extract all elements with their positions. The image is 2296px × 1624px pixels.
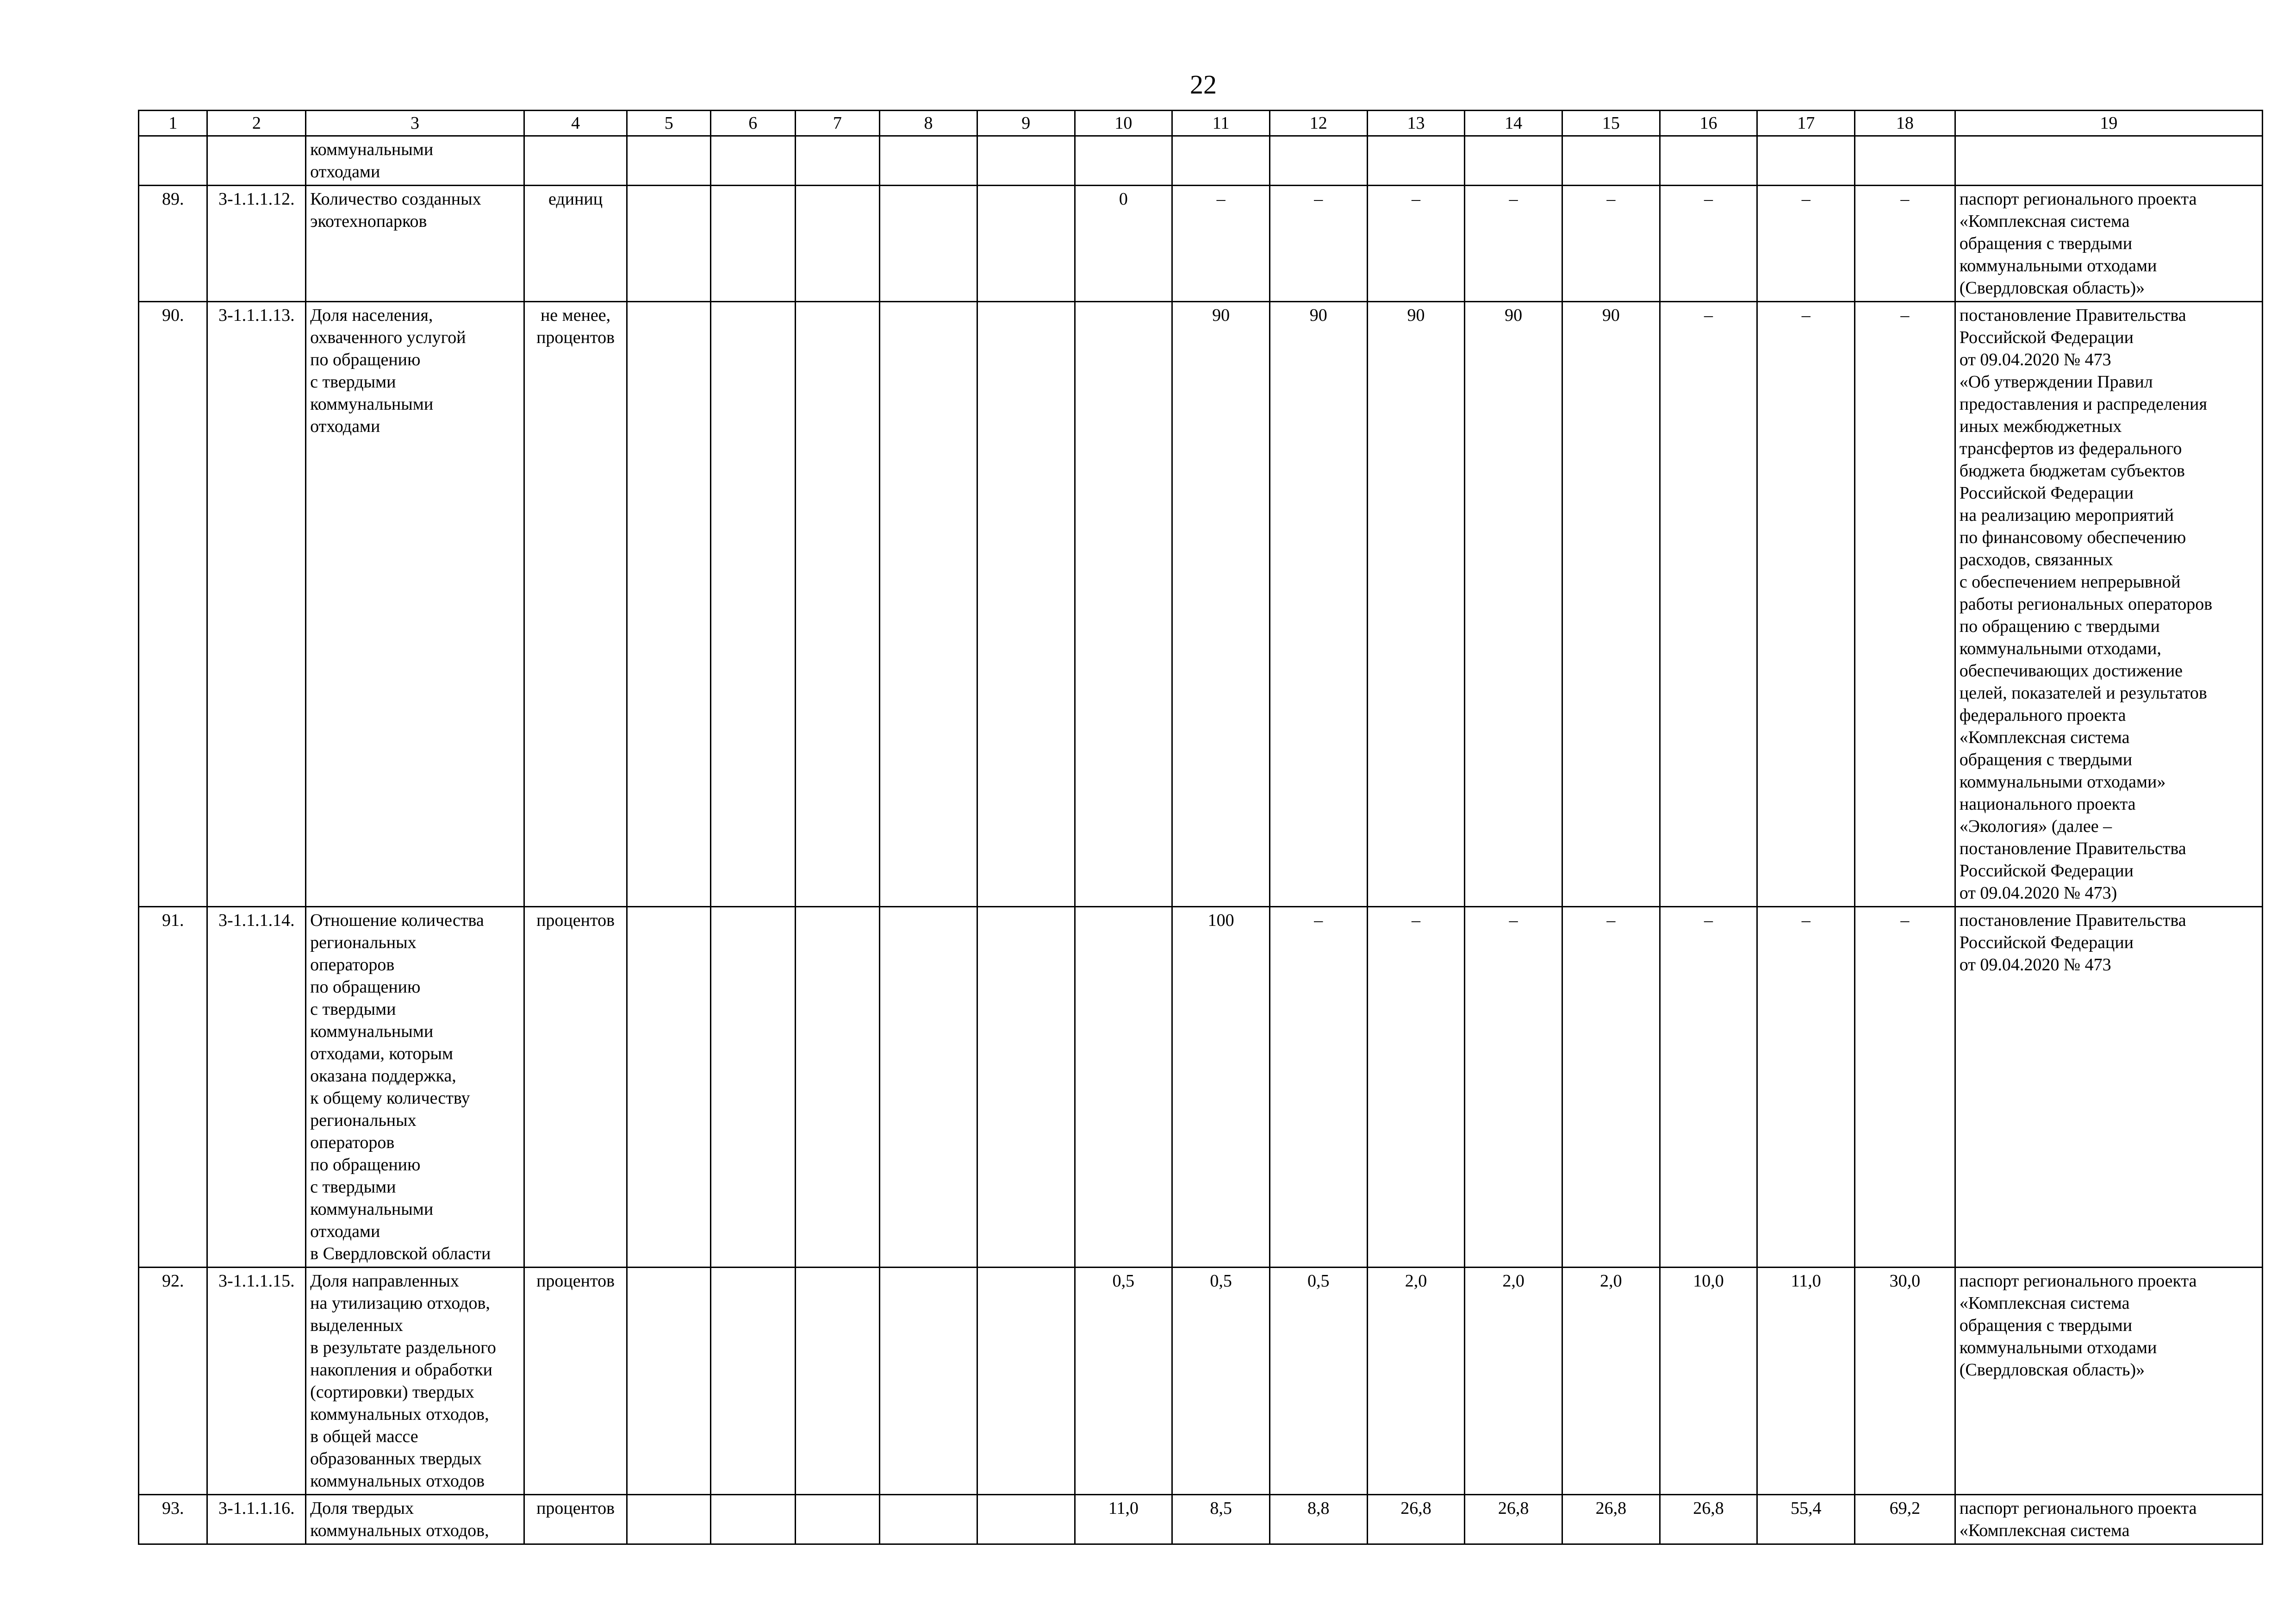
empty-cell [880, 1495, 977, 1544]
empty-cell [627, 302, 711, 907]
empty-cell [880, 186, 977, 302]
column-header: 7 [795, 111, 880, 136]
value-cell: 0,5 [1269, 1268, 1367, 1495]
empty-cell [711, 1268, 796, 1495]
row-code-cell: 3-1.1.1.13. [207, 302, 306, 907]
row-number-cell: 89. [139, 186, 207, 302]
value-cell: – [1757, 907, 1855, 1268]
value-cell: – [1269, 907, 1367, 1268]
value-cell [1075, 302, 1172, 907]
empty-cell [627, 136, 711, 186]
value-cell: – [1855, 907, 1955, 1268]
value-cell: 10,0 [1660, 1268, 1757, 1495]
indicator-name-cell: коммунальными отходами [306, 136, 524, 186]
table-row [139, 907, 2263, 1268]
indicator-name-cell: Отношение количества региональных операторов по обращению с твердыми коммунальными отходами, которым оказана поддержка, к общему количеству региональных операторов по обращению с твердыми коммунальными отходами в Свердловской области [306, 907, 524, 1268]
source-cell [1955, 136, 2262, 186]
empty-cell [880, 136, 977, 186]
value-cell [1075, 136, 1172, 186]
value-cell: 26,8 [1367, 1495, 1465, 1544]
column-number-row [139, 111, 2263, 136]
value-cell: – [1367, 186, 1465, 302]
row-code-cell: 3-1.1.1.14. [207, 907, 306, 1268]
unit-cell: процентов [524, 1268, 627, 1495]
value-cell [1757, 136, 1855, 186]
empty-cell [977, 136, 1075, 186]
column-header: 18 [1855, 111, 1955, 136]
empty-cell [977, 1268, 1075, 1495]
page-number: 22 [1190, 69, 1217, 100]
table-row [139, 186, 2263, 302]
row-code-cell [207, 136, 306, 186]
empty-cell [711, 186, 796, 302]
empty-cell [880, 907, 977, 1268]
value-cell: – [1855, 186, 1955, 302]
value-cell: – [1660, 907, 1757, 1268]
empty-cell [627, 1268, 711, 1495]
value-cell: 90 [1172, 302, 1270, 907]
value-cell: – [1269, 186, 1367, 302]
empty-cell [627, 907, 711, 1268]
value-cell: 2,0 [1367, 1268, 1465, 1495]
empty-cell [711, 302, 796, 907]
source-cell: постановление Правительства Российской Федерации от 09.04.2020 № 473 «Об утверждении Правил предоставления и распределения иных межбюджетных трансфертов из федерального бюджета бюджетам субъектов Российской Федерации на реализацию мероприятий по финансовому обеспечению расходов, связанных с обеспечением непрерывной работы региональных операторов по обращению с твердыми коммунальными отходами, обеспечивающих достижение целей, показателей и результатов федерального проекта «Комплексная система обращения с твердыми коммунальными отходами» национального проекта «Экология» (далее – постановление Правительства Российской Федерации от 09.04.2020 № 473) [1955, 302, 2262, 907]
value-cell: 69,2 [1855, 1495, 1955, 1544]
unit-cell: единиц [524, 186, 627, 302]
column-header: 8 [880, 111, 977, 136]
column-header: 4 [524, 111, 627, 136]
column-header: 12 [1269, 111, 1367, 136]
unit-cell: процентов [524, 907, 627, 1268]
table-row [139, 302, 2263, 907]
unit-cell: процентов [524, 1495, 627, 1544]
value-cell: – [1660, 302, 1757, 907]
empty-cell [627, 186, 711, 302]
value-cell [1855, 136, 1955, 186]
value-cell: 26,8 [1660, 1495, 1757, 1544]
value-cell: – [1172, 186, 1270, 302]
empty-cell [880, 1268, 977, 1495]
value-cell: – [1757, 302, 1855, 907]
column-header: 14 [1465, 111, 1562, 136]
source-cell: постановление Правительства Российской Федерации от 09.04.2020 № 473 [1955, 907, 2262, 1268]
value-cell [1465, 136, 1562, 186]
row-number-cell [139, 136, 207, 186]
value-cell: 2,0 [1562, 1268, 1660, 1495]
value-cell: 8,5 [1172, 1495, 1270, 1544]
value-cell: 26,8 [1562, 1495, 1660, 1544]
indicator-name-cell: Количество созданных экотехнопарков [306, 186, 524, 302]
empty-cell [711, 907, 796, 1268]
value-cell: 90 [1269, 302, 1367, 907]
table-row [139, 1495, 2263, 1544]
value-cell: 90 [1367, 302, 1465, 907]
row-number-cell: 93. [139, 1495, 207, 1544]
column-header: 5 [627, 111, 711, 136]
value-cell: 90 [1465, 302, 1562, 907]
empty-cell [711, 136, 796, 186]
empty-cell [977, 302, 1075, 907]
empty-cell [795, 302, 880, 907]
value-cell: 30,0 [1855, 1268, 1955, 1495]
unit-cell: не менее, процентов [524, 302, 627, 907]
source-cell: паспорт регионального проекта «Комплексная система [1955, 1495, 2262, 1544]
empty-cell [627, 1495, 711, 1544]
row-number-cell: 92. [139, 1268, 207, 1495]
indicator-name-cell: Доля населения, охваченного услугой по обращению с твердыми коммунальными отходами [306, 302, 524, 907]
column-header: 10 [1075, 111, 1172, 136]
table-row [139, 1268, 2263, 1495]
indicator-name-cell: Доля твердых коммунальных отходов, [306, 1495, 524, 1544]
value-cell: 11,0 [1075, 1495, 1172, 1544]
indicator-name-cell: Доля направленных на утилизацию отходов, выделенных в результате раздельного накопления и обработки (сортировки) твердых коммунальных отходов, в общей массе образованных твердых коммунальных отходов [306, 1268, 524, 1495]
value-cell: – [1367, 907, 1465, 1268]
source-cell: паспорт регионального проекта «Комплексная система обращения с твердыми коммунальными отходами (Свердловская область)» [1955, 1268, 2262, 1495]
row-code-cell: 3-1.1.1.15. [207, 1268, 306, 1495]
indicator-table [138, 110, 2263, 1545]
column-header: 1 [139, 111, 207, 136]
column-header: 11 [1172, 111, 1270, 136]
table-row [139, 136, 2263, 186]
value-cell: 90 [1562, 302, 1660, 907]
value-cell [1562, 136, 1660, 186]
column-header: 13 [1367, 111, 1465, 136]
source-cell: паспорт регионального проекта «Комплексная система обращения с твердыми коммунальными отходами (Свердловская область)» [1955, 186, 2262, 302]
empty-cell [795, 1268, 880, 1495]
value-cell: 100 [1172, 907, 1270, 1268]
row-code-cell: 3-1.1.1.12. [207, 186, 306, 302]
row-code-cell: 3-1.1.1.16. [207, 1495, 306, 1544]
column-header: 6 [711, 111, 796, 136]
empty-cell [795, 136, 880, 186]
value-cell: 26,8 [1465, 1495, 1562, 1544]
column-header: 9 [977, 111, 1075, 136]
value-cell: – [1855, 302, 1955, 907]
empty-cell [795, 1495, 880, 1544]
column-header: 15 [1562, 111, 1660, 136]
column-header: 19 [1955, 111, 2262, 136]
value-cell: 11,0 [1757, 1268, 1855, 1495]
row-number-cell: 91. [139, 907, 207, 1268]
empty-cell [795, 186, 880, 302]
empty-cell [977, 186, 1075, 302]
column-header: 3 [306, 111, 524, 136]
empty-cell [711, 1495, 796, 1544]
empty-cell [795, 907, 880, 1268]
value-cell: 2,0 [1465, 1268, 1562, 1495]
unit-cell [524, 136, 627, 186]
value-cell: – [1562, 186, 1660, 302]
value-cell: – [1465, 186, 1562, 302]
value-cell [1172, 136, 1270, 186]
value-cell: – [1757, 186, 1855, 302]
value-cell: – [1465, 907, 1562, 1268]
value-cell: 0,5 [1172, 1268, 1270, 1495]
value-cell [1660, 136, 1757, 186]
value-cell [1269, 136, 1367, 186]
value-cell: – [1562, 907, 1660, 1268]
empty-cell [880, 302, 977, 907]
value-cell: – [1660, 186, 1757, 302]
column-header: 2 [207, 111, 306, 136]
empty-cell [977, 907, 1075, 1268]
value-cell [1367, 136, 1465, 186]
value-cell: 0,5 [1075, 1268, 1172, 1495]
value-cell: 55,4 [1757, 1495, 1855, 1544]
value-cell [1075, 907, 1172, 1268]
row-number-cell: 90. [139, 302, 207, 907]
column-header: 16 [1660, 111, 1757, 136]
column-header: 17 [1757, 111, 1855, 136]
value-cell: 8,8 [1269, 1495, 1367, 1544]
value-cell: 0 [1075, 186, 1172, 302]
empty-cell [977, 1495, 1075, 1544]
